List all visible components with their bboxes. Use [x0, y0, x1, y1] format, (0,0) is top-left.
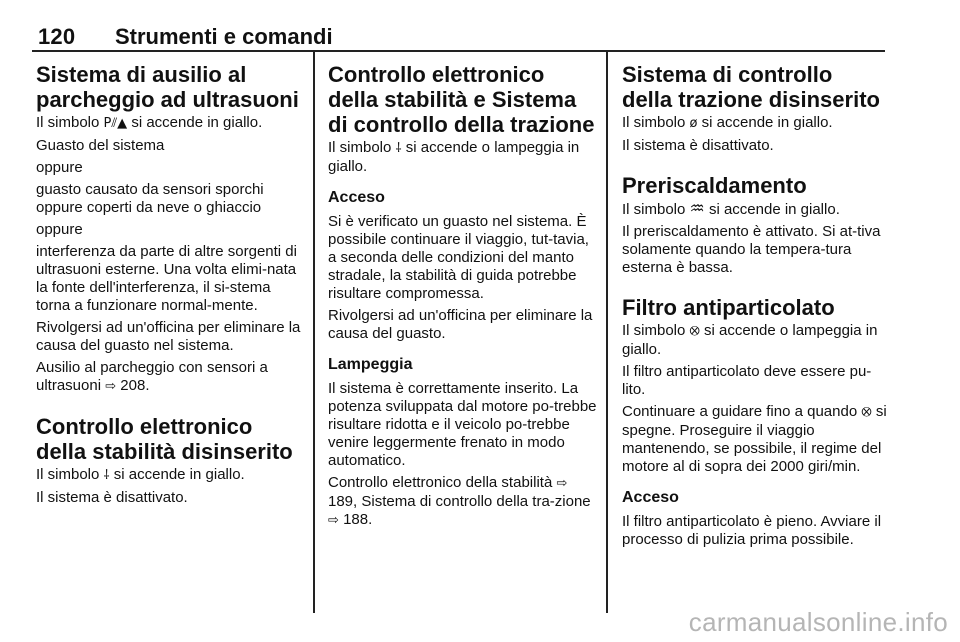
- paragraph: Il sistema è disattivato.: [36, 489, 188, 506]
- heading-tc-off: Sistema di controllo della trazione disinserito: [622, 62, 880, 112]
- heading-esc-tc: Controllo elettronico della stabilità e Sistema di controllo della trazione: [328, 62, 595, 137]
- page-reference-arrow-icon: ⇨: [556, 476, 568, 491]
- column-1: [36, 62, 306, 507]
- header-rule: [32, 50, 885, 52]
- paragraph: Il simbolo ⭙ si accende o lampeggia in giallo.: [622, 322, 878, 358]
- paragraph: Il simbolo P⫽▲ si accende in giallo.: [36, 114, 263, 131]
- page-header: [0, 0, 960, 50]
- heading-esc-off: Controllo elettronico della stabilità disinserito: [36, 414, 293, 464]
- paragraph: Controllo elettronico della stabilità ⇨ 189, Sistema di controllo della tra-zione ⇨ 188.: [328, 474, 591, 528]
- heading-particle-filter: Filtro antiparticolato: [622, 295, 835, 320]
- heading-ultrasonic-parking: Sistema di ausilio al parcheggio ad ultrasuoni: [36, 62, 299, 112]
- column-divider-1: [313, 51, 315, 613]
- particle-filter-icon: ⭙: [861, 405, 872, 420]
- paragraph: interferenza da parte di altre sorgenti di ultrasuoni esterne. Una volta elimi-nata la fonte dell'interferenza, il si-stema torna a funzionare normal-mente.: [36, 243, 297, 314]
- paragraph: Continuare a guidare fino a quando ⭙ si spegne. Proseguire il viaggio mantenendo, se possibile, il regime del motore al di sopra dei 2000 giri/min.: [622, 403, 887, 475]
- paragraph: Il simbolo ø si accende in giallo.: [622, 114, 833, 131]
- paragraph: Si è verificato un guasto nel sistema. È possibile continuare il viaggio, tut-tavia, a seconda delle condizioni del manto stradale, la stabilità di guida potrebbe risultare compromessa.: [328, 213, 589, 302]
- paragraph: Il preriscaldamento è attivato. Si at-tiva solamente quando la tempera-tura esterna è bassa.: [622, 223, 881, 276]
- paragraph: Il sistema è correttamente inserito. La potenza sviluppata dal motore po-trebbe risultare ridotta e il veicolo po-trebbe venire leggermente frenato in modo automatico.: [328, 380, 597, 469]
- particle-filter-icon: ⭙: [689, 324, 700, 339]
- page-reference-arrow-icon: ⇨: [105, 379, 117, 394]
- column-2: [328, 62, 598, 530]
- paragraph: oppure: [36, 221, 83, 238]
- subheading-acceso: Acceso: [328, 189, 385, 206]
- page-reference-arrow-icon: ⇨: [328, 513, 339, 528]
- section-title: Strumenti e comandi: [115, 24, 333, 49]
- traction-control-off-icon: ø: [689, 116, 698, 131]
- paragraph: Il filtro antiparticolato deve essere pu-lito.: [622, 363, 872, 398]
- paragraph: Il simbolo ♒ si accende in giallo.: [622, 199, 840, 219]
- paragraph: Il filtro antiparticolato è pieno. Avviare il processo di pulizia prima possibile.: [622, 513, 882, 548]
- column-3: [622, 62, 888, 549]
- paragraph: Guasto del sistema: [36, 137, 165, 154]
- paragraph: Il simbolo ⸸ si accende in giallo.: [36, 466, 245, 483]
- heading-preheating: Preriscaldamento: [622, 173, 807, 198]
- watermark-text: carmanualsonline.info: [688, 607, 948, 637]
- glow-plug-icon: ♒: [689, 199, 705, 219]
- paragraph: Rivolgersi ad un'officina per eliminare la causa del guasto.: [328, 307, 593, 342]
- paragraph: oppure: [36, 159, 83, 176]
- paragraph: Ausilio al parcheggio con sensori a ultrasuoni ⇨ 208.: [36, 359, 268, 394]
- subheading-lampeggia: Lampeggia: [328, 356, 413, 373]
- esc-off-icon: ⸸: [103, 468, 110, 483]
- paragraph: guasto causato da sensori sporchi oppure coperti da neve o ghiaccio: [36, 181, 264, 216]
- parking-assist-icon: P⫽▲: [103, 116, 128, 131]
- esc-icon: ⸸: [395, 141, 402, 156]
- paragraph: Il sistema è disattivato.: [622, 137, 774, 154]
- column-divider-2: [606, 51, 608, 613]
- paragraph: Rivolgersi ad un'officina per eliminare la causa del guasto nel sistema.: [36, 319, 301, 354]
- paragraph: Il simbolo ⸸ si accende o lampeggia in giallo.: [328, 139, 580, 175]
- page-number: 120: [38, 24, 76, 49]
- subheading-acceso: Acceso: [622, 489, 679, 506]
